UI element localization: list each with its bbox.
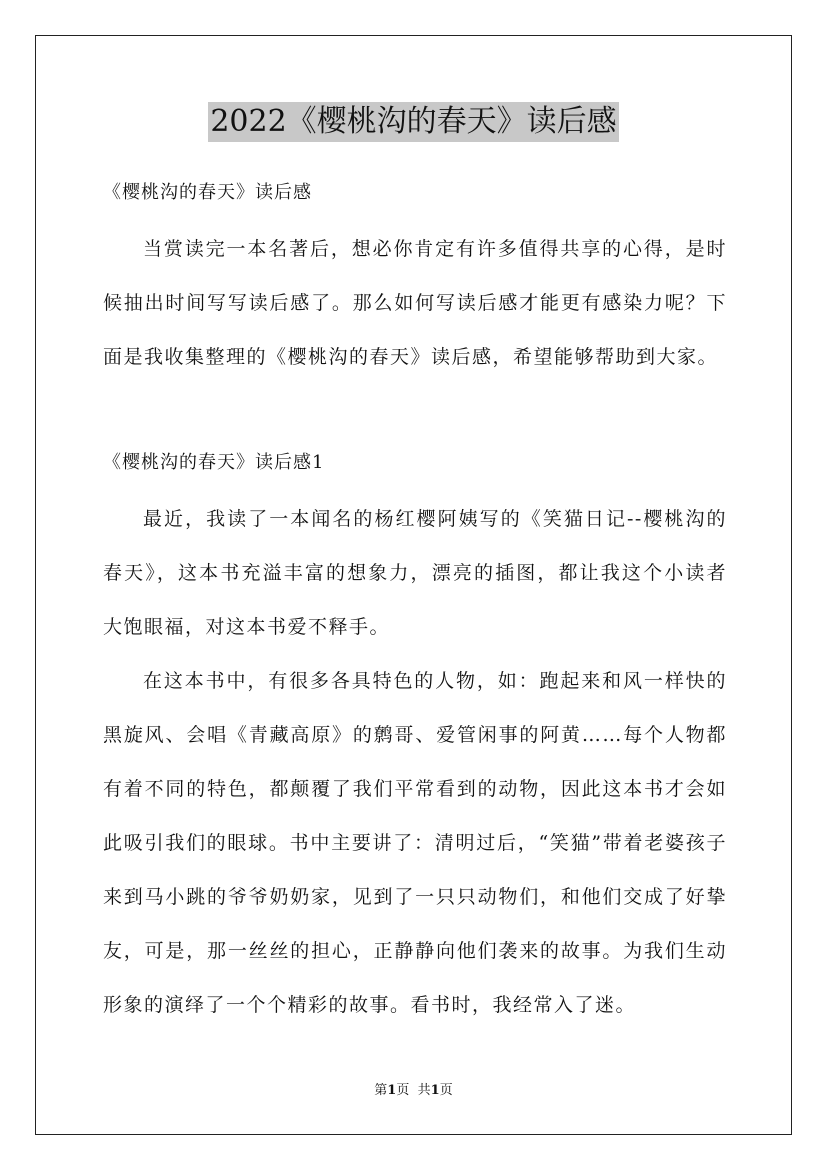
body-paragraph: 最近，我读了一本闻名的杨红樱阿姨写的《笑猫日记--樱桃沟的春天》，这本书充溢丰富的想象力，漂亮的插图，都让我这个小读者大饱眼福，对这本书爱不释手。 [103,508,727,638]
page-prefix: 第 [374,1083,388,1098]
total-prefix: 共 [417,1083,431,1098]
page-footer [0,1081,827,1101]
page-suffix: 页 [396,1083,410,1098]
title-wrapper [0,102,827,142]
page-number: 1 [387,1083,397,1098]
total-suffix: 页 [439,1083,453,1098]
total-pages: 1 [430,1083,440,1098]
body-paragraph: 在这本书中，有很多各具特色的人物，如：跑起来和风一样快的黑旋风、会唱《青藏高原》的鹩哥、爱管闲事的阿黄……每个人物都有着不同的特色，都颠覆了我们平常看到的动物，因此这本书才会如此吸引我们的眼球。书中主要讲了：清明过后，“笑猫”带着老婆孩子来到马小跳的爷爷奶奶家，见到了一只只动物们，和他们交成了好挚友，可是，那一丝丝的担心，正静静向他们袭来的故事。为我们生动形象的演绎了一个个精彩的故事。看书时，我经常入了迷。 [103,670,727,1016]
document-title: 2022《樱桃沟的春天》读后感 [208,102,618,142]
intro-paragraph: 当赏读完一本名著后，想必你肯定有许多值得共享的心得，是时候抽出时间写写读后感了。那么如何写读后感才能更有感染力呢？下面是我收集整理的《樱桃沟的春天》读后感，希望能够帮助到大家。 [103,238,727,368]
section-heading: 《樱桃沟的春天》读后感1 [103,452,325,473]
document-subtitle: 《樱桃沟的春天》读后感 [103,182,312,203]
